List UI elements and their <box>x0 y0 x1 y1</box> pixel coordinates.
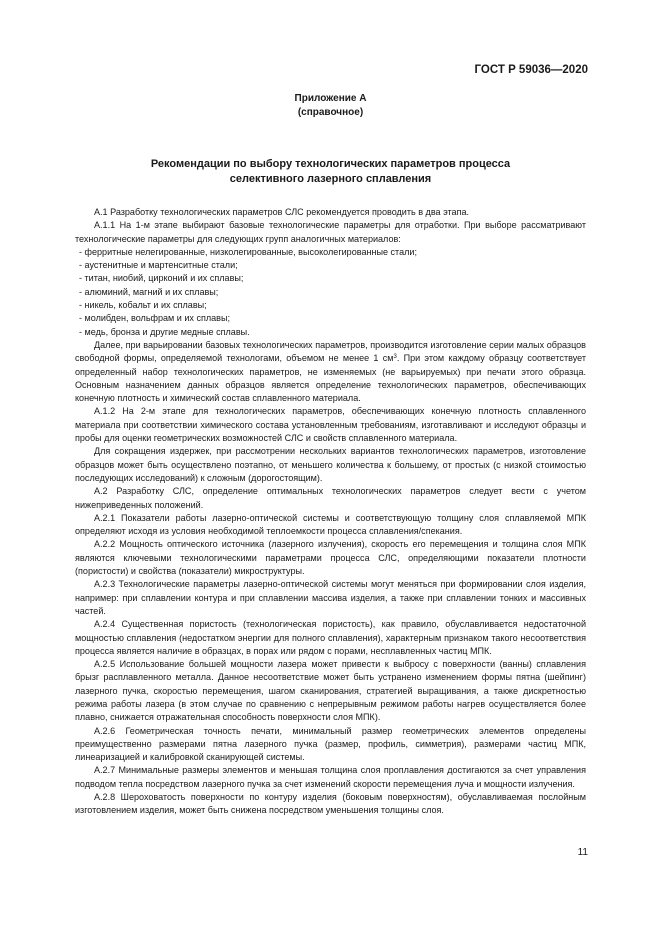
paragraph-a2-1: А.2.1 Показатели работы лазерно-оптической системы и соответствующую толщину слоя сплавляемой МПК определяют исходя из условия необходимой теплоемкости процесса сплавления/спекания. <box>75 512 586 537</box>
document-body <box>75 206 586 818</box>
annex-heading <box>0 92 661 120</box>
annex-title-line1: Рекомендации по выбору технологических параметров процесса <box>150 158 511 170</box>
annex-status: (справочное) <box>297 107 364 118</box>
list-item: - аустенитные и мартенситные стали; <box>79 260 238 271</box>
list-item: - титан, ниобий, цирконий и их сплавы; <box>79 273 244 284</box>
paragraph-further <box>75 339 586 405</box>
annex-title <box>0 157 661 187</box>
paragraph-a2-3: А.2.3 Технологические параметры лазерно-оптической системы могут меняться при формировании слоя изделия, например: при сплавлении контура и при сплавлении массива изделия, а также при сплавлении тонких и массивных частей. <box>75 579 586 616</box>
paragraph-a1-2: А.1.2 На 2-м этапе для технологических параметров, обеспечивающих конечную плотность сплавленного материала при соответствии химического состава установленным требованиям, изготавливают и исследуют образцы и пробы для оценки геометрических возможностей СЛС и свойств сплавленного материала. <box>75 406 586 444</box>
paragraph-a2: А.2 Разработку СЛС, определение оптимальных технологических параметров следует вести с учетом нижеприведенных положений. <box>75 486 586 510</box>
paragraph-a2-2: А.2.2 Мощность оптического источника (лазерного излучения), скорость его перемещения и толщина слоя МПК являются ключевыми технологическими параметрами процесса СЛС, определяющими показатели плотности (пористости) и свойства (показатели) микроструктуры. <box>75 539 586 577</box>
paragraph-costs: Для сокращения издержек, при рассмотрении нескольких вариантов технологических параметров, изготовление образцов может быть осуществлено поэтапно, от меньшего количества к большему, от простых (с низкой стоимостью последующих исследований) к сложным (дорогостоящим). <box>75 446 586 483</box>
document-id: ГОСТ Р 59036—2020 <box>474 64 588 76</box>
annex-label: Приложение А <box>294 93 367 104</box>
list-item: - никель, кобальт и их сплавы; <box>79 300 207 311</box>
paragraph-further-part1: Далее, при варьировании базовых технологических параметров, производится изготовление серии малых образцов свободной формы, определяемой технологами, объемом не менее 1 см <box>75 339 586 364</box>
page-number: 11 <box>577 847 588 858</box>
paragraph-a1-1: А.1.1 На 1-м этапе выбирают базовые технологические параметры для отработки. При выборе рассматривают технологические параметры для следующих групп аналогичных материалов: <box>75 220 586 244</box>
list-item: - медь, бронза и другие медные сплавы. <box>79 326 250 337</box>
materials-list <box>75 246 586 339</box>
paragraph-further-part2: . При этом каждому образцу соответствует определенный набор технологических параметров, не изменяемых (не варьируемых) при печати этого образца. Основным назначением данных образцов является определение технологических параметров, обеспечивающих конечную плотность и химический состав сплавленного материала. <box>75 353 586 404</box>
paragraph-a2-4: А.2.4 Существенная пористость (технологическая пористость), как правило, обуславливается недостаточной мощностью сплавления (недостатком энергии для полного сплавления), характерным признаком такого несоответствия процесса является наличие в образцах, в порах или рядом с порами, несплавленных частиц МПК. <box>75 619 586 656</box>
paragraph-a2-8: А.2.8 Шероховатость поверхности по контуру изделия (боковым поверхностям), обуславливаемая послойным изготовлением изделия, может быть снижена посредством уменьшения толщины слоя. <box>75 792 586 816</box>
list-item: - алюминий, магний и их сплавы; <box>79 286 219 297</box>
paragraph-a2-6: А.2.6 Геометрическая точность печати, минимальный размер геометрических элементов определены преимущественно размерами пятна лазерного пучка (размер, профиль, симметрия), размерами частиц МПК, линеаризацией и калибровкой сканирующей системы. <box>75 725 586 763</box>
paragraph-a1: А.1 Разработку технологических параметров СЛС рекомендуется проводить в два этапа. <box>94 207 470 217</box>
annex-title-line2: селективного лазерного сплавления <box>229 173 432 185</box>
superscript-cubic: 3 <box>393 354 397 361</box>
list-item: - молибден, вольфрам и их сплавы; <box>79 313 231 324</box>
paragraph-a2-7: А.2.7 Минимальные размеры элементов и меньшая толщина слоя проплавления достигаются за счет управления подводом тепла посредством лазерного пучка за счет изменений скорости перемещения луча и мощности излучения. <box>75 765 586 789</box>
list-item: - ферритные нелегированные, низколегированные, высоколегированные стали; <box>79 246 417 257</box>
paragraph-a2-5: А.2.5 Использование большей мощности лазера может привести к выбросу с поверхности (ванны) сплавления брызг расплавленного металла. Данное несоответствие может быть устранено изменением формы пятна (шейпинг) лазерного пучка, скоростью перемещения, шагом сканирования, стратегией выращивания, а также дискретностью режима работы лазера (в этом случае по сравнению с непрерывным режимом работы нагрев осуществляется более плавно, снижается отражательная способность поверхности слоя МПК). <box>75 659 586 723</box>
